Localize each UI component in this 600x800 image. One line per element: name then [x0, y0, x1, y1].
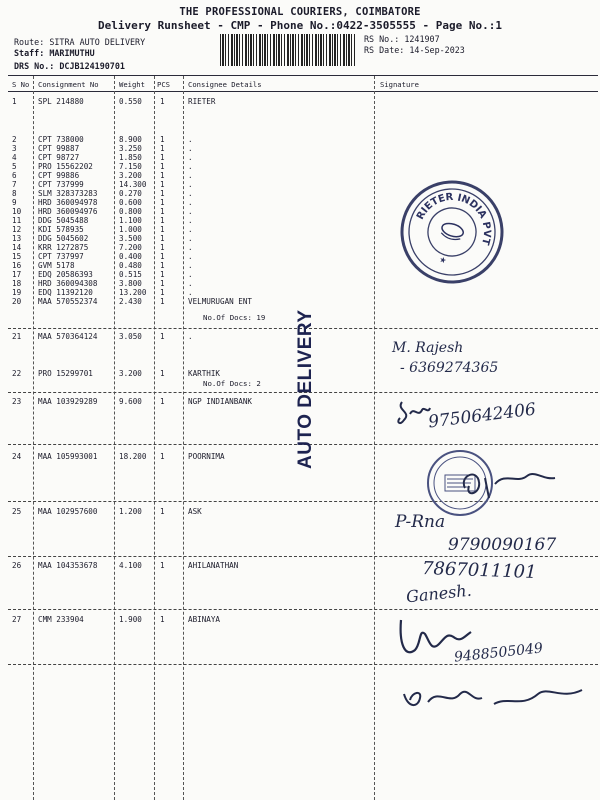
row-pcs: 1 — [160, 207, 165, 216]
row-weight: 9.600 — [119, 397, 142, 406]
row-consignment: MAA 103929289 — [38, 397, 98, 406]
signature-row27 — [398, 678, 588, 722]
route-label: Route: — [14, 37, 45, 47]
row-consignment: MAA 570364124 — [38, 332, 98, 341]
row-sno: 8 — [12, 189, 17, 198]
row-pcs: 1 — [160, 135, 165, 144]
row-sno: 16 — [12, 261, 22, 270]
row-sno: 5 — [12, 162, 17, 171]
row-pcs: 1 — [160, 243, 165, 252]
runsheet-title: Delivery Runsheet - CMP - Phone No.:0422-3505555 - Page No.:1 — [98, 19, 502, 32]
row-consignment: CPT 99886 — [38, 171, 80, 180]
row-pcs: 1 — [160, 288, 165, 297]
row-consignee: . — [188, 252, 193, 261]
row-consignee: . — [188, 180, 193, 189]
row-consignment: GVM 5178 — [38, 261, 75, 270]
row-weight: 3.500 — [119, 234, 142, 243]
handwritten-name: Ganesh. — [405, 580, 473, 607]
row-consignee: . — [188, 144, 193, 153]
row-pcs: 1 — [160, 225, 165, 234]
svg-text:RIETER INDIA PVT. LTD.: RIETER INDIA PVT. — [415, 191, 493, 245]
row-pcs: 1 — [160, 507, 165, 516]
col-header-details: Consignee Details — [188, 80, 262, 89]
row-consignee: . — [188, 270, 193, 279]
row-consignment: MAA 570552374 — [38, 297, 98, 306]
row-sno: 27 — [12, 615, 22, 624]
row-consignee: . — [188, 216, 193, 225]
row-consignment: KRR 1272875 — [38, 243, 89, 252]
staff-line — [14, 48, 95, 58]
row-consignment: CMM 233904 — [38, 615, 84, 624]
row-consignee: . — [188, 198, 193, 207]
rs-date-label: RS Date: — [364, 45, 405, 55]
row-sno: 2 — [12, 135, 17, 144]
row-sno: 22 — [12, 369, 22, 378]
row-pcs: 1 — [160, 162, 165, 171]
row-sno: 18 — [12, 279, 22, 288]
row-pcs: 1 — [160, 561, 165, 570]
row-consignment: CPT 98727 — [38, 153, 80, 162]
row-sno: 21 — [12, 332, 22, 341]
row-weight: 1.000 — [119, 225, 142, 234]
row-pcs: 1 — [160, 452, 165, 461]
row-consignment: KDI 578935 — [38, 225, 84, 234]
row-sno: 23 — [12, 397, 22, 406]
row-consignee: . — [188, 189, 193, 198]
row-pcs: 1 — [160, 97, 165, 106]
row-weight: 13.200 — [119, 288, 147, 297]
drs-label: DRS No.: — [14, 61, 55, 71]
row-sno: 9 — [12, 198, 17, 207]
row-weight: 8.900 — [119, 135, 142, 144]
row-consignee: KARTHIK — [188, 369, 221, 378]
row-weight: 0.800 — [119, 207, 142, 216]
row-weight: 3.050 — [119, 332, 142, 341]
row-consignee: . — [188, 288, 193, 297]
row-consignee: NGP INDIANBANK — [188, 397, 253, 406]
row-consignee: . — [188, 207, 193, 216]
row-weight: 18.200 — [119, 452, 147, 461]
row-weight: 0.515 — [119, 270, 142, 279]
row-pcs: 1 — [160, 144, 165, 153]
row-consignee: . — [188, 261, 193, 270]
row-consignee: . — [188, 332, 193, 341]
row-weight: 1.100 — [119, 216, 142, 225]
staff-label: Staff: — [14, 48, 45, 58]
row-weight: 7.200 — [119, 243, 142, 252]
row-weight: 0.550 — [119, 97, 142, 106]
row-consignee: VELMURUGAN ENT — [188, 297, 253, 306]
row-sno: 10 — [12, 207, 22, 216]
row-sno: 12 — [12, 225, 22, 234]
handwritten-phone: - 6369274365 — [400, 360, 499, 376]
row-separator — [8, 609, 598, 610]
row-weight: 4.100 — [119, 561, 142, 570]
row-sno: 3 — [12, 144, 17, 153]
row-separator — [8, 556, 598, 557]
row-consignment: SPL 214880 — [38, 97, 84, 106]
row-weight: 0.600 — [119, 198, 142, 207]
row-consignment: CPT 737999 — [38, 180, 84, 189]
row-pcs: 1 — [160, 252, 165, 261]
svg-text:★: ★ — [438, 254, 448, 266]
row-pcs: 1 — [160, 279, 165, 288]
row-weight: 0.400 — [119, 252, 142, 261]
rs-no-label: RS No.: — [364, 34, 400, 44]
row-pcs: 1 — [160, 171, 165, 180]
table-row — [0, 297, 600, 307]
row-consignment: EDQ 11392120 — [38, 288, 93, 297]
row-pcs: 1 — [160, 369, 165, 378]
row-sno: 20 — [12, 297, 22, 306]
row-consignment: MAA 104353678 — [38, 561, 98, 570]
row-sno: 4 — [12, 153, 17, 162]
table-row — [0, 615, 600, 625]
row-sno: 14 — [12, 243, 22, 252]
row-sno: 7 — [12, 180, 17, 189]
handwritten-phone: 7867011101 — [421, 558, 537, 583]
row-sno: 15 — [12, 252, 22, 261]
row-consignee: . — [188, 171, 193, 180]
col-header-weight: Weight — [119, 80, 145, 89]
staff-value: MARIMUTHU — [49, 48, 95, 58]
row-pcs: 1 — [160, 180, 165, 189]
row-pcs: 1 — [160, 397, 165, 406]
row-pcs: 1 — [160, 216, 165, 225]
row-consignment: CPT 99887 — [38, 144, 80, 153]
row-weight: 1.200 — [119, 507, 142, 516]
row-pcs: 1 — [160, 332, 165, 341]
row-pcs: 1 — [160, 615, 165, 624]
row-pcs: 1 — [160, 297, 165, 306]
row-consignment: MAA 102957600 — [38, 507, 98, 516]
row-weight: 1.900 — [119, 615, 142, 624]
row-consignee: . — [188, 162, 193, 171]
drs-line — [14, 61, 125, 71]
row-sno: 17 — [12, 270, 22, 279]
row-consignment: HRD 360094976 — [38, 207, 98, 216]
row-consignee: ASK — [188, 507, 202, 516]
row-consignment: DDG 5045602 — [38, 234, 89, 243]
row-pcs: 1 — [160, 198, 165, 207]
handwritten-phone: 9790090167 — [448, 535, 557, 555]
row-consignee: AHILANATHAN — [188, 561, 239, 570]
route-value: SITRA AUTO DELIVERY — [49, 37, 146, 47]
drs-value: DCJB124190701 — [59, 61, 125, 71]
row-consignment: HRD 360094978 — [38, 198, 98, 207]
row-separator — [8, 664, 598, 665]
handwritten-name: M. Rajesh — [392, 340, 464, 356]
row-consignee: . — [188, 135, 193, 144]
table-top-rule — [8, 75, 598, 76]
col-header-sno: S No — [12, 80, 30, 89]
row-pcs: 1 — [160, 153, 165, 162]
row-weight: 1.850 — [119, 153, 142, 162]
row-consignee: . — [188, 153, 193, 162]
row-consignment: CPT 737997 — [38, 252, 84, 261]
row-weight: 3.800 — [119, 279, 142, 288]
signature-row23 — [455, 458, 575, 502]
row-consignee: . — [188, 279, 193, 288]
row-sno: 6 — [12, 171, 17, 180]
row-consignee: POORNIMA — [188, 452, 225, 461]
rs-no-value: 1241907 — [404, 34, 440, 44]
row-weight: 0.270 — [119, 189, 142, 198]
row-weight: 3.200 — [119, 369, 142, 378]
row-weight: 14.300 — [119, 180, 147, 189]
row-consignment: MAA 105993001 — [38, 452, 98, 461]
row-consignee: . — [188, 234, 193, 243]
row-consignment: EDQ 20586393 — [38, 270, 93, 279]
barcode — [220, 34, 356, 66]
row-sno: 13 — [12, 234, 22, 243]
auto-delivery-stamp: AUTO DELIVERY — [295, 309, 316, 469]
row-weight: 7.150 — [119, 162, 142, 171]
row-consignment: SLM 328373283 — [38, 189, 98, 198]
row-consignment: HRD 360094308 — [38, 279, 98, 288]
row-sno: 1 — [12, 97, 17, 106]
row-pcs: 1 — [160, 270, 165, 279]
handwritten-sign: P-Rna — [395, 512, 446, 532]
row-weight: 3.200 — [119, 171, 142, 180]
row-weight: 0.480 — [119, 261, 142, 270]
col-header-consignment: Consignment No — [38, 80, 99, 89]
table-header-rule — [8, 91, 598, 92]
row-consignee: ABINAYA — [188, 615, 221, 624]
docs-count-group1: No.Of Docs: 19 — [203, 313, 266, 322]
row-consignee: . — [188, 243, 193, 252]
row-pcs: 1 — [160, 234, 165, 243]
row-sno: 11 — [12, 216, 22, 225]
row-consignee: . — [188, 225, 193, 234]
row-consignment: PRO 15299701 — [38, 369, 93, 378]
row-consignment: DDG 5045488 — [38, 216, 89, 225]
docs-count-group2: No.Of Docs: 2 — [203, 379, 261, 388]
row-consignment: PRO 15562202 — [38, 162, 93, 171]
row-sno: 24 — [12, 452, 22, 461]
handwritten-phone: 9750642406 — [427, 399, 537, 433]
row-pcs: 1 — [160, 189, 165, 198]
table-row — [0, 507, 600, 517]
rs-no-line — [364, 34, 440, 44]
rieter-seal-stamp — [398, 178, 506, 286]
row-sno: 19 — [12, 288, 22, 297]
handwritten-phone: 9488505049 — [453, 640, 544, 666]
row-weight: 3.250 — [119, 144, 142, 153]
company-title: THE PROFESSIONAL COURIERS, COIMBATORE — [179, 6, 421, 18]
row-consignment: CPT 738000 — [38, 135, 84, 144]
row-consignee: RIETER — [188, 97, 216, 106]
row-sno: 26 — [12, 561, 22, 570]
table-row — [0, 97, 600, 107]
row-weight: 2.430 — [119, 297, 142, 306]
row-pcs: 1 — [160, 261, 165, 270]
col-header-signature: Signature — [380, 80, 419, 89]
route-line — [14, 37, 145, 47]
rs-date-value: 14-Sep-2023 — [409, 45, 465, 55]
row-sno: 25 — [12, 507, 22, 516]
rs-date-line — [364, 45, 465, 55]
col-header-pcs: PCS — [157, 80, 170, 89]
